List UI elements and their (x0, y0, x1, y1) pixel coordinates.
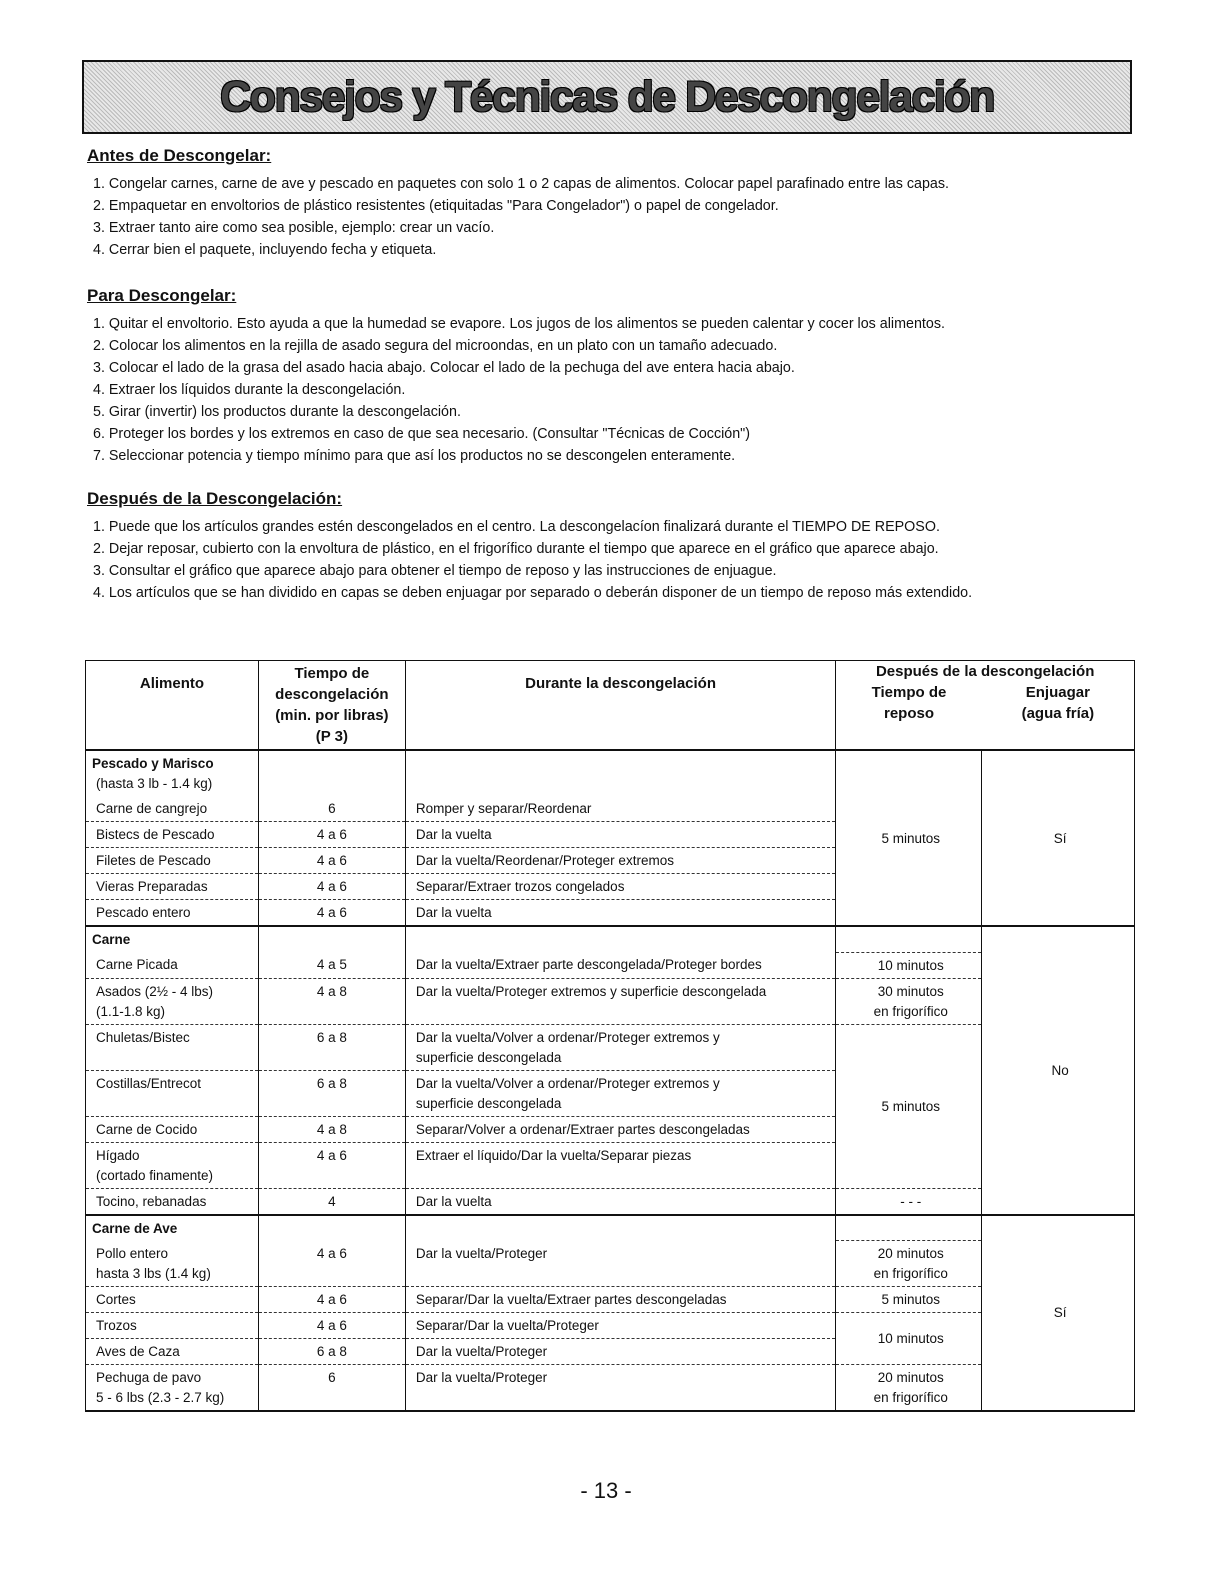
action-cell (405, 1241, 836, 1287)
food-cell (86, 796, 259, 822)
action-cell (405, 1024, 836, 1070)
action-cell (405, 1313, 836, 1339)
text-line: Separar/Dar la vuelta/Proteger (415, 1318, 599, 1333)
text-line: 5 - 6 lbs (2.3 - 2.7 kg) (96, 1390, 225, 1405)
table-row (86, 1188, 1135, 1215)
standing-time-cell (836, 750, 982, 926)
action-cell (405, 1365, 836, 1412)
text-line: Trozos (96, 1318, 137, 1333)
text-line: Pechuga de pavo (96, 1370, 202, 1385)
header-alimento: Alimento (86, 661, 259, 751)
table-row (86, 1241, 1135, 1287)
table-row (86, 1024, 1135, 1070)
action-cell (405, 796, 836, 822)
header-line: (agua fría) (1021, 705, 1095, 722)
table-row (86, 952, 1135, 978)
standing-time-cell (836, 1024, 982, 1188)
standing-time-cell (836, 1313, 982, 1365)
defrost-table (85, 660, 1135, 1412)
category-name: Carne de Ave (92, 1220, 178, 1236)
food-cell (86, 874, 259, 900)
food-cell (86, 848, 259, 874)
header-line: descongelación (275, 686, 389, 703)
food-cell (86, 1339, 259, 1365)
action-cell (405, 952, 836, 978)
table-row (86, 1287, 1135, 1313)
table-row (86, 1313, 1135, 1339)
header-line: Enjuagar (1025, 684, 1090, 701)
text-line: Dar la vuelta/Proteger extremos y superficie descongelada (415, 983, 767, 999)
category-row (86, 1215, 1135, 1241)
time-cell: 4 a 8 (258, 1116, 405, 1142)
text-line: superficie descongelada (415, 1095, 562, 1111)
header-despues-label: Después de la descongelación (875, 663, 1095, 680)
category-cell (86, 1215, 259, 1241)
list-item: 3. Consultar el gráfico que aparece abajo para obtener el tiempo de reposo y las instrucciones de enjuague. (93, 563, 777, 579)
food-cell (86, 1287, 259, 1313)
table-row (86, 978, 1135, 1024)
list-item: 2. Empaquetar en envoltorios de plástico resistentes (etiquitadas "Para Congelador") o papel de congelador. (93, 198, 779, 214)
header-despues (836, 661, 1135, 751)
header-line: (P 3) (315, 728, 348, 745)
list-item: 2. Dejar reposar, cubierto con la envoltura de plástico, en el frigorífico durante el tiempo que aparece en el gráfico que aparece abajo. (93, 541, 939, 557)
title-banner (82, 60, 1132, 134)
action-cell (405, 1339, 836, 1365)
list-item: 4. Los artículos que se han dividido en capas se deben enjuagar por separado o deberán disponer de un tiempo de reposo más extendido. (93, 585, 973, 601)
list-item: 1. Quitar el envoltorio. Esto ayuda a que la humedad se evapore. Los jugos de los alimentos se pueden calentar y cocer los alimentos. (93, 316, 945, 332)
category-row (86, 750, 1135, 796)
list-item: 4. Extraer los líquidos durante la descongelación. (93, 382, 406, 398)
text-line: Hígado (96, 1147, 140, 1163)
empty-cell (405, 1215, 836, 1241)
table-row (86, 1365, 1135, 1412)
action-cell (405, 848, 836, 874)
food-cell (86, 1241, 259, 1287)
text-line: Romper y separar/Reordenar (415, 801, 592, 816)
text-line: Dar la vuelta (415, 827, 492, 842)
text-line: Chuletas/Bistec (96, 1029, 190, 1045)
category-cell (86, 926, 259, 952)
food-cell (86, 978, 259, 1024)
text-line: Separar/Volver a ordenar/Extraer partes descongeladas (415, 1121, 750, 1137)
list-item: 1. Congelar carnes, carne de ave y pescado en paquetes con solo 1 o 2 capas de alimentos. Colocar papel parafinado entre las capas. (93, 176, 949, 192)
text-line: Dar la vuelta/Proteger (415, 1344, 548, 1359)
action-cell (405, 822, 836, 848)
food-cell (86, 1116, 259, 1142)
text-line: (cortado finamente) (96, 1167, 214, 1183)
time-cell: 6 a 8 (258, 1070, 405, 1116)
text-line: Carne Picada (96, 957, 178, 972)
section-heading: Para Descongelar: (87, 286, 237, 305)
text-line: Asados (2½ - 4 lbs) (96, 983, 214, 999)
text-line: Dar la vuelta (415, 905, 492, 920)
text-line: Vieras Preparadas (96, 879, 208, 894)
text-line: en frigorífico (873, 1003, 948, 1019)
text-line: Costillas/Entrecot (96, 1075, 202, 1091)
category-cell (86, 750, 259, 796)
page-title: Consejos y Técnicas de Descongelación (220, 72, 994, 121)
standing-time-cell (836, 1241, 982, 1287)
text-line: Pollo entero (96, 1245, 169, 1261)
header-line: (min. por libras) (275, 707, 389, 724)
time-cell: 4 a 8 (258, 978, 405, 1024)
text-line: Carne de cangrejo (96, 801, 208, 816)
text-line: Dar la vuelta/Volver a ordenar/Proteger extremos y (415, 1075, 720, 1091)
list-item: 2. Colocar los alimentos en la rejilla de asado segura del microondas, en un plato con un tamaño adecuado. (93, 338, 778, 354)
category-row (86, 926, 1135, 952)
action-cell (405, 1188, 836, 1215)
empty-cell (405, 750, 836, 796)
header-line: Tiempo de (294, 665, 370, 682)
list-item: 1. Puede que los artículos grandes estén descongelados en el centro. La descongelacíon finalizará durante el TIEMPO DE REPOSO. (93, 519, 940, 535)
time-cell: 4 a 5 (258, 952, 405, 978)
text-line: Pescado entero (96, 905, 191, 920)
text-line: 10 minutos (877, 957, 944, 973)
empty-cell (258, 750, 405, 796)
food-cell (86, 1142, 259, 1188)
standing-time-cell (836, 1215, 982, 1241)
text-line: Aves de Caza (96, 1344, 180, 1359)
standing-time-cell (836, 978, 982, 1024)
time-cell: 4 a 6 (258, 900, 405, 927)
text-line: Cortes (96, 1292, 136, 1307)
action-cell (405, 900, 836, 927)
text-line: Dar la vuelta/Volver a ordenar/Proteger extremos y (415, 1029, 720, 1045)
time-cell: 6 (258, 796, 405, 822)
text-line: Extraer el líquido/Dar la vuelta/Separar piezas (415, 1147, 692, 1163)
time-cell: 4 a 6 (258, 1287, 405, 1313)
section-heading: Antes de Descongelar: (87, 146, 272, 165)
list-item: 6. Proteger los bordes y los extremos en caso de que sea necesario. (Consultar "Técnicas de Cocción") (93, 426, 751, 442)
action-cell (405, 1142, 836, 1188)
food-cell (86, 1313, 259, 1339)
text-line: Filetes de Pescado (96, 853, 211, 868)
category-name: Pescado y Marisco (92, 756, 214, 771)
text-line: en frigorífico (873, 1266, 948, 1281)
text-line: 5 minutos (881, 1098, 941, 1114)
header-tiempo (258, 661, 405, 751)
text-line: 20 minutos (877, 1246, 944, 1261)
food-cell (86, 1070, 259, 1116)
header-enjuagar (982, 682, 1134, 724)
time-cell: 4 a 6 (258, 874, 405, 900)
time-cell: 4 a 6 (258, 1142, 405, 1188)
list-item: 3. Colocar el lado de la grasa del asado hacia abajo. Colocar el lado de la pechuga del ave entera hacia abajo. (93, 360, 795, 376)
action-cell (405, 1287, 836, 1313)
text-line: Dar la vuelta/Extraer parte descongelada/Proteger bordes (415, 957, 762, 972)
food-cell (86, 900, 259, 927)
section-para (87, 286, 1127, 467)
text-line: Separar/Dar la vuelta/Extraer partes descongeladas (415, 1292, 727, 1307)
header-line: Tiempo de (871, 684, 947, 701)
list-item: 4. Cerrar bien el paquete, incluyendo fecha y etiqueta. (93, 242, 437, 258)
page-number: - 13 - (580, 1478, 632, 1503)
text-line: (1.1-1.8 kg) (96, 1003, 166, 1019)
action-cell (405, 978, 836, 1024)
text-line: 20 minutos (877, 1370, 944, 1385)
category-name: Carne (92, 932, 131, 947)
time-cell: 6 a 8 (258, 1024, 405, 1070)
food-cell (86, 952, 259, 978)
food-cell (86, 1365, 259, 1412)
time-cell: 4 a 6 (258, 822, 405, 848)
time-cell: 6 (258, 1365, 405, 1412)
list-item: 3. Extraer tanto aire como sea posible, ejemplo: crear un vacío. (93, 220, 495, 236)
text-line: Dar la vuelta/Reordenar/Proteger extremos (415, 853, 674, 868)
time-cell: 4 a 6 (258, 1241, 405, 1287)
text-line: 5 minutos (881, 1292, 941, 1307)
time-cell: 4 a 6 (258, 848, 405, 874)
text-line: Carne de Cocido (96, 1121, 198, 1137)
text-line: - - - (900, 1193, 922, 1209)
text-line: Bistecs de Pescado (96, 827, 215, 842)
rinse-cell: Sí (982, 1215, 1135, 1412)
time-cell: 6 a 8 (258, 1339, 405, 1365)
text-line: en frigorífico (873, 1390, 948, 1405)
text-line: Separar/Extraer trozos congelados (415, 879, 625, 894)
standing-time-cell (836, 1188, 982, 1215)
header-reposo (836, 682, 981, 724)
text-line: Dar la vuelta/Proteger (415, 1370, 548, 1385)
section-heading: Después de la Descongelación: (87, 489, 343, 508)
text-line: Dar la vuelta (415, 1193, 492, 1209)
section-despues (87, 489, 1127, 604)
action-cell (405, 1116, 836, 1142)
table-header-row (86, 661, 1135, 751)
text-line: Dar la vuelta/Proteger (415, 1245, 548, 1261)
section-antes (87, 146, 1127, 261)
empty-cell (258, 926, 405, 952)
food-cell (86, 1188, 259, 1215)
time-cell: 4 (258, 1188, 405, 1215)
text-line: Tocino, rebanadas (96, 1193, 207, 1209)
action-cell (405, 874, 836, 900)
empty-cell (258, 1215, 405, 1241)
text-line: hasta 3 lbs (1.4 kg) (96, 1265, 211, 1281)
time-cell: 4 a 6 (258, 1313, 405, 1339)
text-line: 30 minutos (877, 983, 944, 999)
empty-cell (405, 926, 836, 952)
list-item: 5. Girar (invertir) los productos durante la descongelación. (93, 404, 461, 420)
food-cell (86, 1024, 259, 1070)
category-subtitle: (hasta 3 lb - 1.4 kg) (96, 776, 213, 791)
list-item: 7. Seleccionar potencia y tiempo mínimo para que así los productos no se descongelen enteramente. (93, 448, 736, 464)
food-cell (86, 822, 259, 848)
standing-time-cell (836, 952, 982, 978)
standing-time-cell (836, 1365, 982, 1412)
text-line: 5 minutos (881, 830, 941, 846)
text-line: superficie descongelada (415, 1049, 562, 1065)
header-durante: Durante la descongelación (405, 661, 836, 751)
header-line: reposo (883, 705, 934, 722)
rinse-cell: No (982, 926, 1135, 1215)
table-body (86, 750, 1135, 1411)
text-line: 10 minutos (877, 1331, 944, 1346)
rinse-cell: Sí (982, 750, 1135, 926)
action-cell (405, 1070, 836, 1116)
standing-time-cell (836, 1287, 982, 1313)
standing-time-cell (836, 926, 982, 952)
